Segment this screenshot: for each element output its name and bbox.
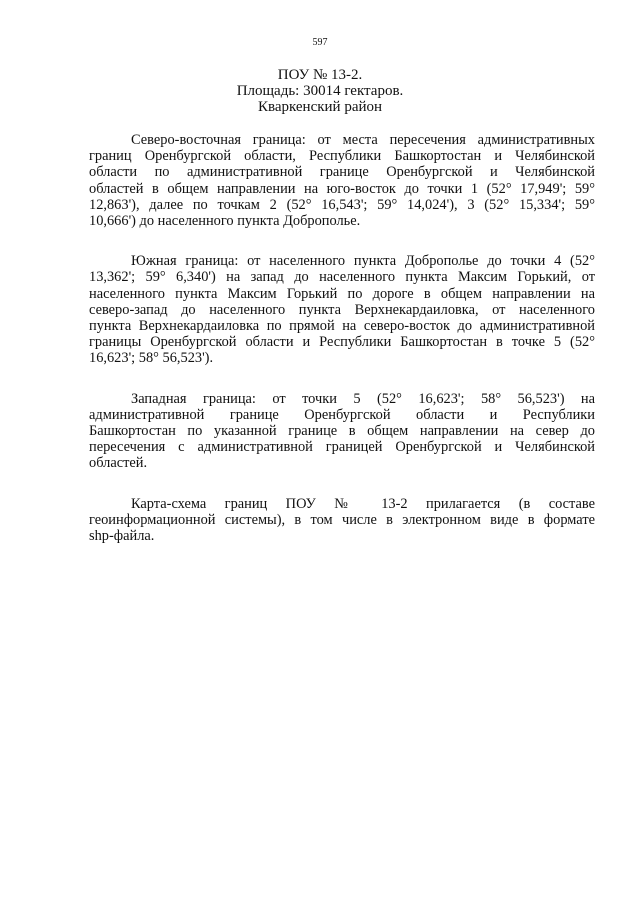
paragraph-line: 13,362'; 59° 6,340') на запад до населенного пункта Максим Горький, от [89,269,595,286]
page-number: 597 [312,37,328,48]
paragraph-line: Башкортостан по указанной границе в общем направлении на север до [89,423,595,440]
paragraph-west-border [89,391,595,472]
heading-district: Кваркенский район [257,99,383,115]
document-heading [0,67,640,115]
paragraph-line: 10,666') до населенного пункта Доброполье. [89,213,361,230]
paragraph-line: области по административной границе Оренбургской и Челябинской [89,164,595,181]
paragraph-line: 16,623'; 58° 56,523'). [89,350,214,367]
paragraph-line: областей в общем направлении на юго-восток до точки 1 (52° 17,949'; 59° [89,180,595,197]
paragraph-line: границы Оренбургской области и Республики Башкортостан в точке 5 (52° [89,334,595,351]
paragraph-line: северо-запад до населенного пункта Верхнекардаиловка, от населенного [89,301,595,318]
document-body [89,132,595,568]
paragraph-northeast-border [89,132,595,229]
paragraph-line: 12,863'), далее по точкам 2 (52° 16,543'; 59° 14,024'), 3 (52° 15,334'; 59° [89,196,595,213]
paragraph-line: Западная граница: от точки 5 (52° 16,623'; 58° 56,523') на [131,390,595,407]
paragraph-line: Южная граница: от населенного пункта Доброполье до точки 4 (52° [131,253,595,270]
paragraph-map-attachment [89,496,595,545]
paragraph-south-border [89,253,595,366]
paragraph-line: населенного пункта Максим Горький по дороге в общем направлении на [89,285,595,302]
heading-area: Площадь: 30014 гектаров. [236,83,404,99]
paragraph-line: пересечения с административной границей Оренбургской и Челябинской [89,439,595,456]
paragraph-line: границ Оренбургской области, Республики Башкортостан и Челябинской [89,148,595,165]
paragraph-line: административной границе Оренбургской области и Республики [89,406,595,423]
paragraph-line: Северо-восточная граница: от места пересечения административных [131,132,595,148]
paragraph-line: пункта Верхнекардаиловка по прямой на северо-восток до административной [89,318,595,335]
paragraph-line: shp-файла. [89,528,155,545]
paragraph-line: геоинформационной системы), в том числе в электронном виде в формате [89,511,595,528]
paragraph-line: Карта-схема границ ПОУ № 13-2 прилагается (в составе [131,495,595,512]
paragraph-line: областей. [89,455,148,472]
heading-title: ПОУ № 13-2. [277,67,363,83]
